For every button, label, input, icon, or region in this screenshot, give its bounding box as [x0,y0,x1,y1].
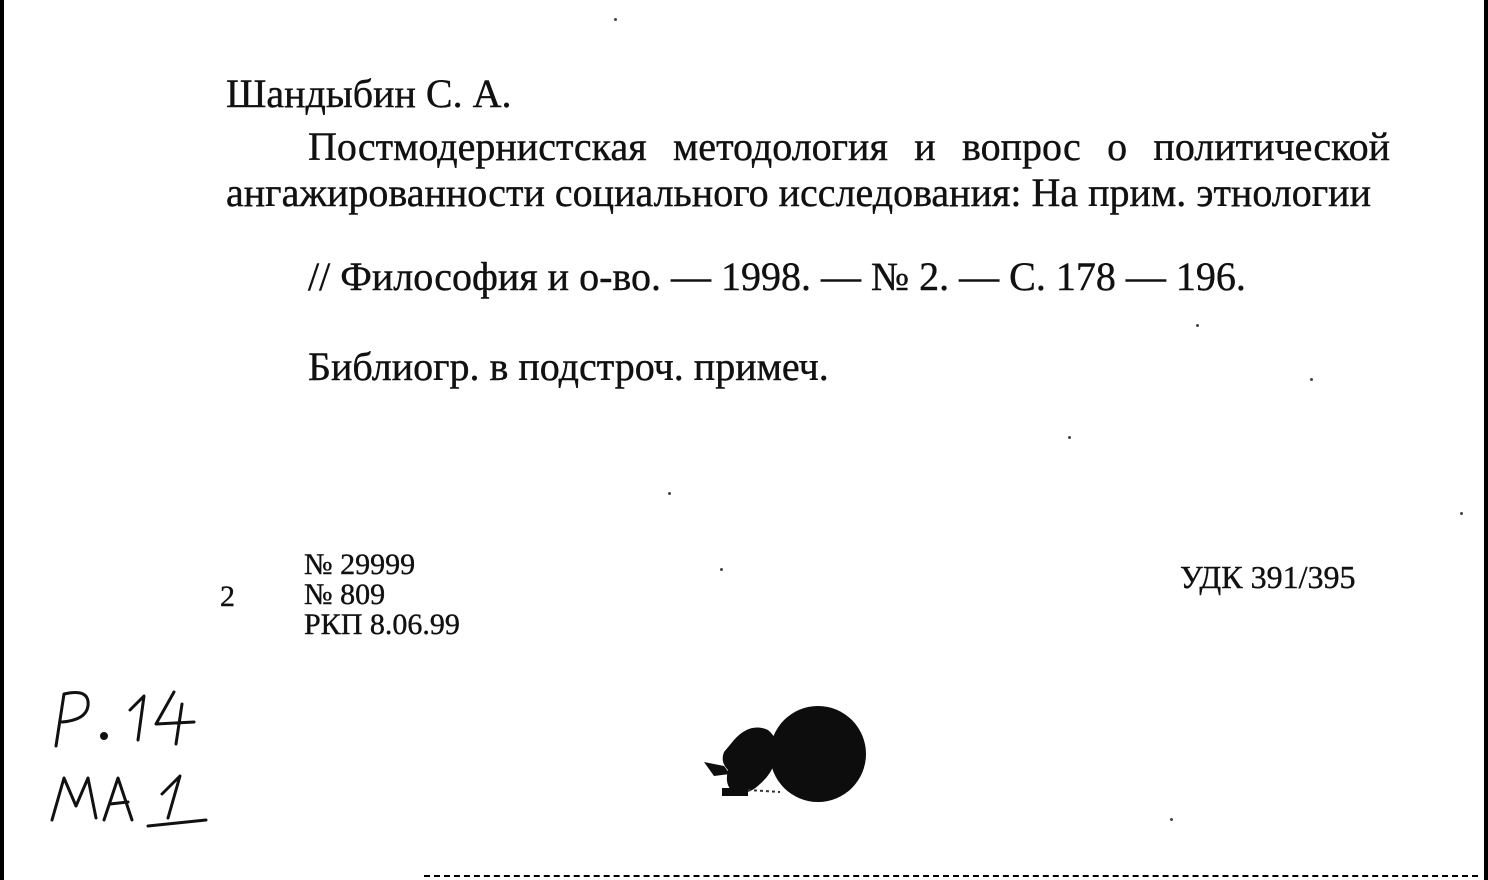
ink-stamp [694,700,874,810]
registration-block [304,550,460,640]
paper-speck [614,18,617,21]
paper-speck [668,492,671,495]
registration-date: РКП 8.06.99 [304,608,460,641]
article-title: Постмодернистская методология и вопрос о политической ангажированности социального исследования: На прим. этнологии [226,124,1390,215]
registration-number: № 29999 [304,548,416,581]
handwritten-annotation [34,680,244,840]
copy-count: 2 [220,580,235,613]
bibliography-note: Библиогр. в подстроч. примеч. [308,344,829,389]
paper-speck [1196,324,1199,327]
udk-code: УДК 391/395 [1180,559,1356,595]
author-name: Шандыбин С. А. [226,71,512,116]
card-edge [424,875,1478,877]
paper-speck [1310,378,1313,381]
source-reference: // Философия и о-во. — 1998. — № 2. — С. 178 — 196. [308,254,1246,299]
paper-speck [1068,436,1071,439]
registration-number: № 809 [304,578,386,611]
paper-speck [1460,512,1463,515]
paper-speck [1170,818,1173,821]
paper-speck [720,568,723,571]
